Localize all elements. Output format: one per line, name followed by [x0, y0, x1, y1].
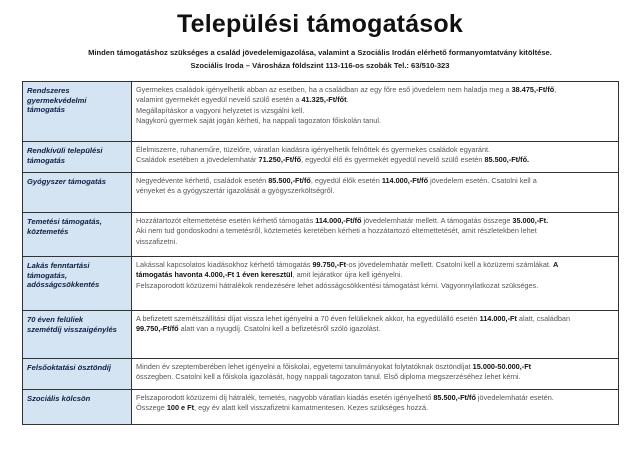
description-line [136, 270, 614, 280]
row-description [132, 311, 619, 359]
description-text: jövedelemhatár esetén. [475, 393, 554, 402]
page-title: Települési támogatások [177, 10, 463, 38]
description-line [136, 314, 614, 324]
row-label-line: 70 éven felüliek [27, 315, 84, 324]
description-line [136, 237, 614, 247]
row-label [23, 390, 132, 425]
row-label-line: támogatás [27, 105, 65, 114]
table-row [23, 359, 619, 390]
description-line [136, 116, 614, 126]
description-text: Gyermekes családok igényelhetik abban az esetben, ha a családban az egy főre eső jövedelem nem haladja meg a [136, 85, 512, 94]
row-label-line: támogatás [27, 155, 65, 165]
highlighted-amount: 85.500,-Ft/fő [268, 176, 311, 185]
description-line [136, 145, 614, 155]
description-line [136, 186, 614, 196]
description-text: Családok esetében a jövedelemhatár [136, 155, 259, 165]
description-text: jövedelemhatár mellett. A támogatás összege [361, 216, 513, 225]
table-row [23, 390, 619, 425]
office-contact: Szociális Iroda – Városháza földszint 113-116-os szobák Tel.: 63/510-323 [190, 61, 450, 70]
description-line [136, 372, 614, 382]
description-text: vényeket és a gyógyszertár igazolását a gyógyszerköltségről. [136, 186, 335, 196]
support-table [22, 81, 619, 425]
description-text: Felszaporodott közüzemi hátralékok rendezésére lehet adósságcsökkentési támogatást kérni. Vagyonnyilatkozat szükséges. [136, 280, 539, 290]
description-text: , egyedül élők esetén [310, 176, 382, 185]
row-label-line: támogatás, [27, 270, 68, 280]
description-line [136, 176, 614, 186]
description-text: Hozzátartozót eltemettetése esetén kérhető támogatás [136, 216, 316, 225]
row-label-line: gyermekvédelmi [27, 95, 87, 105]
highlighted-amount: 85.500,-Ft/fő [433, 393, 476, 402]
description-line [136, 324, 614, 334]
description-text: Összege [136, 403, 167, 413]
description-text: Minden év szeptemberében lehet igényelni a főiskolai, egyetemi tanulmányokat folytatóknak ösztöndíjat [136, 362, 473, 371]
highlighted-amount: 114.000,-Ft/fő [381, 176, 429, 185]
highlighted-amount: 99.750,-Ft [312, 260, 347, 269]
description-text: összegben. Csatolni kell a főiskola igazolását, hogy nappali tagozaton tanul. Első diploma megszerzéséhez lehet kérni. [136, 372, 521, 382]
highlighted-amount: 71.250,-Ft/fő [258, 155, 302, 165]
highlighted-amount: 35.000,-Ft. [512, 216, 549, 225]
description-line [136, 403, 614, 413]
description-line [136, 260, 614, 270]
description-text: visszafizetni. [136, 236, 178, 246]
description-line [136, 85, 614, 95]
table-row [23, 213, 619, 257]
row-description [132, 142, 619, 173]
description-line [136, 281, 614, 291]
row-description [132, 359, 619, 390]
description-text: Élelmiszerre, ruhaneműre, tüzelőre, váratlan kiadásra igényelhetik felnőttek és gyermekes családok egyaránt. [136, 145, 491, 154]
row-label-line: Rendkívüli települési [27, 146, 103, 155]
description-text: Nagykorú gyermek saját jogán kérheti, ha nappali tagozaton főiskolán tanul. [136, 115, 382, 125]
table-row [23, 173, 619, 213]
table-row [23, 142, 619, 173]
description-text: -os jövedelemhatár mellett. Csatolni kell a közüzemi számlákat. [346, 260, 553, 269]
highlighted-amount: 15.000-50.000,-Ft [472, 362, 532, 371]
description-text: Megállapításkor a vagyoni helyzetet is vizsgálni kell. [136, 105, 305, 115]
description-text: A befizetett szemétszállítási díjat vissza lehet igényelni a 70 éven felülieknek akkor, ha egyedülálló esetén [136, 314, 480, 323]
description-line [136, 155, 614, 165]
row-description [132, 390, 619, 425]
row-label [23, 82, 132, 142]
row-label [23, 173, 132, 213]
description-text: alatt van a nyugdíj. Csatolni kell a befizetésről szóló igazolást. [178, 324, 381, 334]
description-line [136, 362, 614, 372]
description-text: jövedelem esetén. Csatolni kell a [428, 176, 537, 185]
description-line [136, 226, 614, 236]
row-label [23, 311, 132, 359]
highlighted-amount: 99.750,-Ft/fő [136, 324, 179, 334]
row-label [23, 359, 132, 390]
row-description [132, 82, 619, 142]
row-description [132, 257, 619, 311]
description-text: Lakással kapcsolatos kiadásokhoz kérhető támogatás [136, 260, 313, 269]
row-description [132, 213, 619, 257]
highlighted-amount: 41.325,-Ft/főt [301, 95, 347, 105]
description-text: Felszaporodott közüzemi díj hátralék, temetés, nagyobb váratlan kiadás esetén igényelhető [136, 393, 434, 402]
row-label [23, 257, 132, 311]
row-label-line: szemétdíj visszaigénylés [27, 324, 117, 334]
description-text: alatt, családban [516, 314, 571, 323]
description-text: , [554, 85, 557, 94]
row-label-line: köztemetés [27, 226, 69, 236]
description-line [136, 106, 614, 116]
highlighted-amount: támogatás havonta 4.000,-Ft 1 éven keresztül [136, 270, 293, 280]
description-text: Aki nem tud gondoskodni a temetésről, köztemetés keretében kérheti a hozzátartozó eltemettetését, amit részletekben lehet [136, 226, 537, 236]
table-row [23, 311, 619, 359]
highlighted-amount: 114.000,-Ft [479, 314, 517, 323]
description-line [136, 216, 614, 226]
row-label-line: Felsőoktatási ösztöndíj [27, 363, 111, 372]
row-label-line: Rendszeres [27, 86, 70, 95]
highlighted-amount: 100 e Ft [166, 403, 195, 413]
row-label-line: Szociális kölcsön [27, 394, 91, 403]
description-text: Negyedévente kérhető, családok esetén [136, 176, 269, 185]
description-line [136, 393, 614, 403]
row-label-line: adósságcsökkentés [27, 280, 100, 289]
highlighted-amount: 114.000,-Ft/fő [315, 216, 362, 225]
requirements-note: Minden támogatáshoz szükséges a család jövedelemigazolása, valamint a Szociális Irodán elérhető formanyomtatvány kitöltése. [88, 48, 552, 57]
description-text: valamint gyermekét egyedül nevelő szülő esetén a [136, 95, 302, 105]
table-row [23, 257, 619, 311]
row-label [23, 142, 132, 173]
row-label-line: Gyógyszer támogatás [27, 177, 106, 186]
row-label-line: Temetési támogatás, [27, 217, 102, 226]
description-line [136, 95, 614, 105]
highlighted-amount: 38.475,-Ft/fő [511, 85, 555, 94]
row-label-line: Lakás fenntartási [27, 261, 90, 270]
row-description [132, 173, 619, 213]
highlighted-amount: 85.500,-Ft/fő. [484, 155, 530, 165]
description-text: , egy év alatt kell visszafizetni kamatmentesen. Kezes szükséges hozzá. [194, 403, 429, 413]
row-label [23, 213, 132, 257]
highlighted-amount: A [552, 260, 559, 269]
description-text: . [346, 95, 349, 105]
description-text: , egyedül élő és gyermekét egyedül nevelő szülő esetén [301, 155, 485, 165]
description-text: , amit lejáratkor újra kell igényelni. [292, 270, 403, 280]
table-row [23, 82, 619, 142]
